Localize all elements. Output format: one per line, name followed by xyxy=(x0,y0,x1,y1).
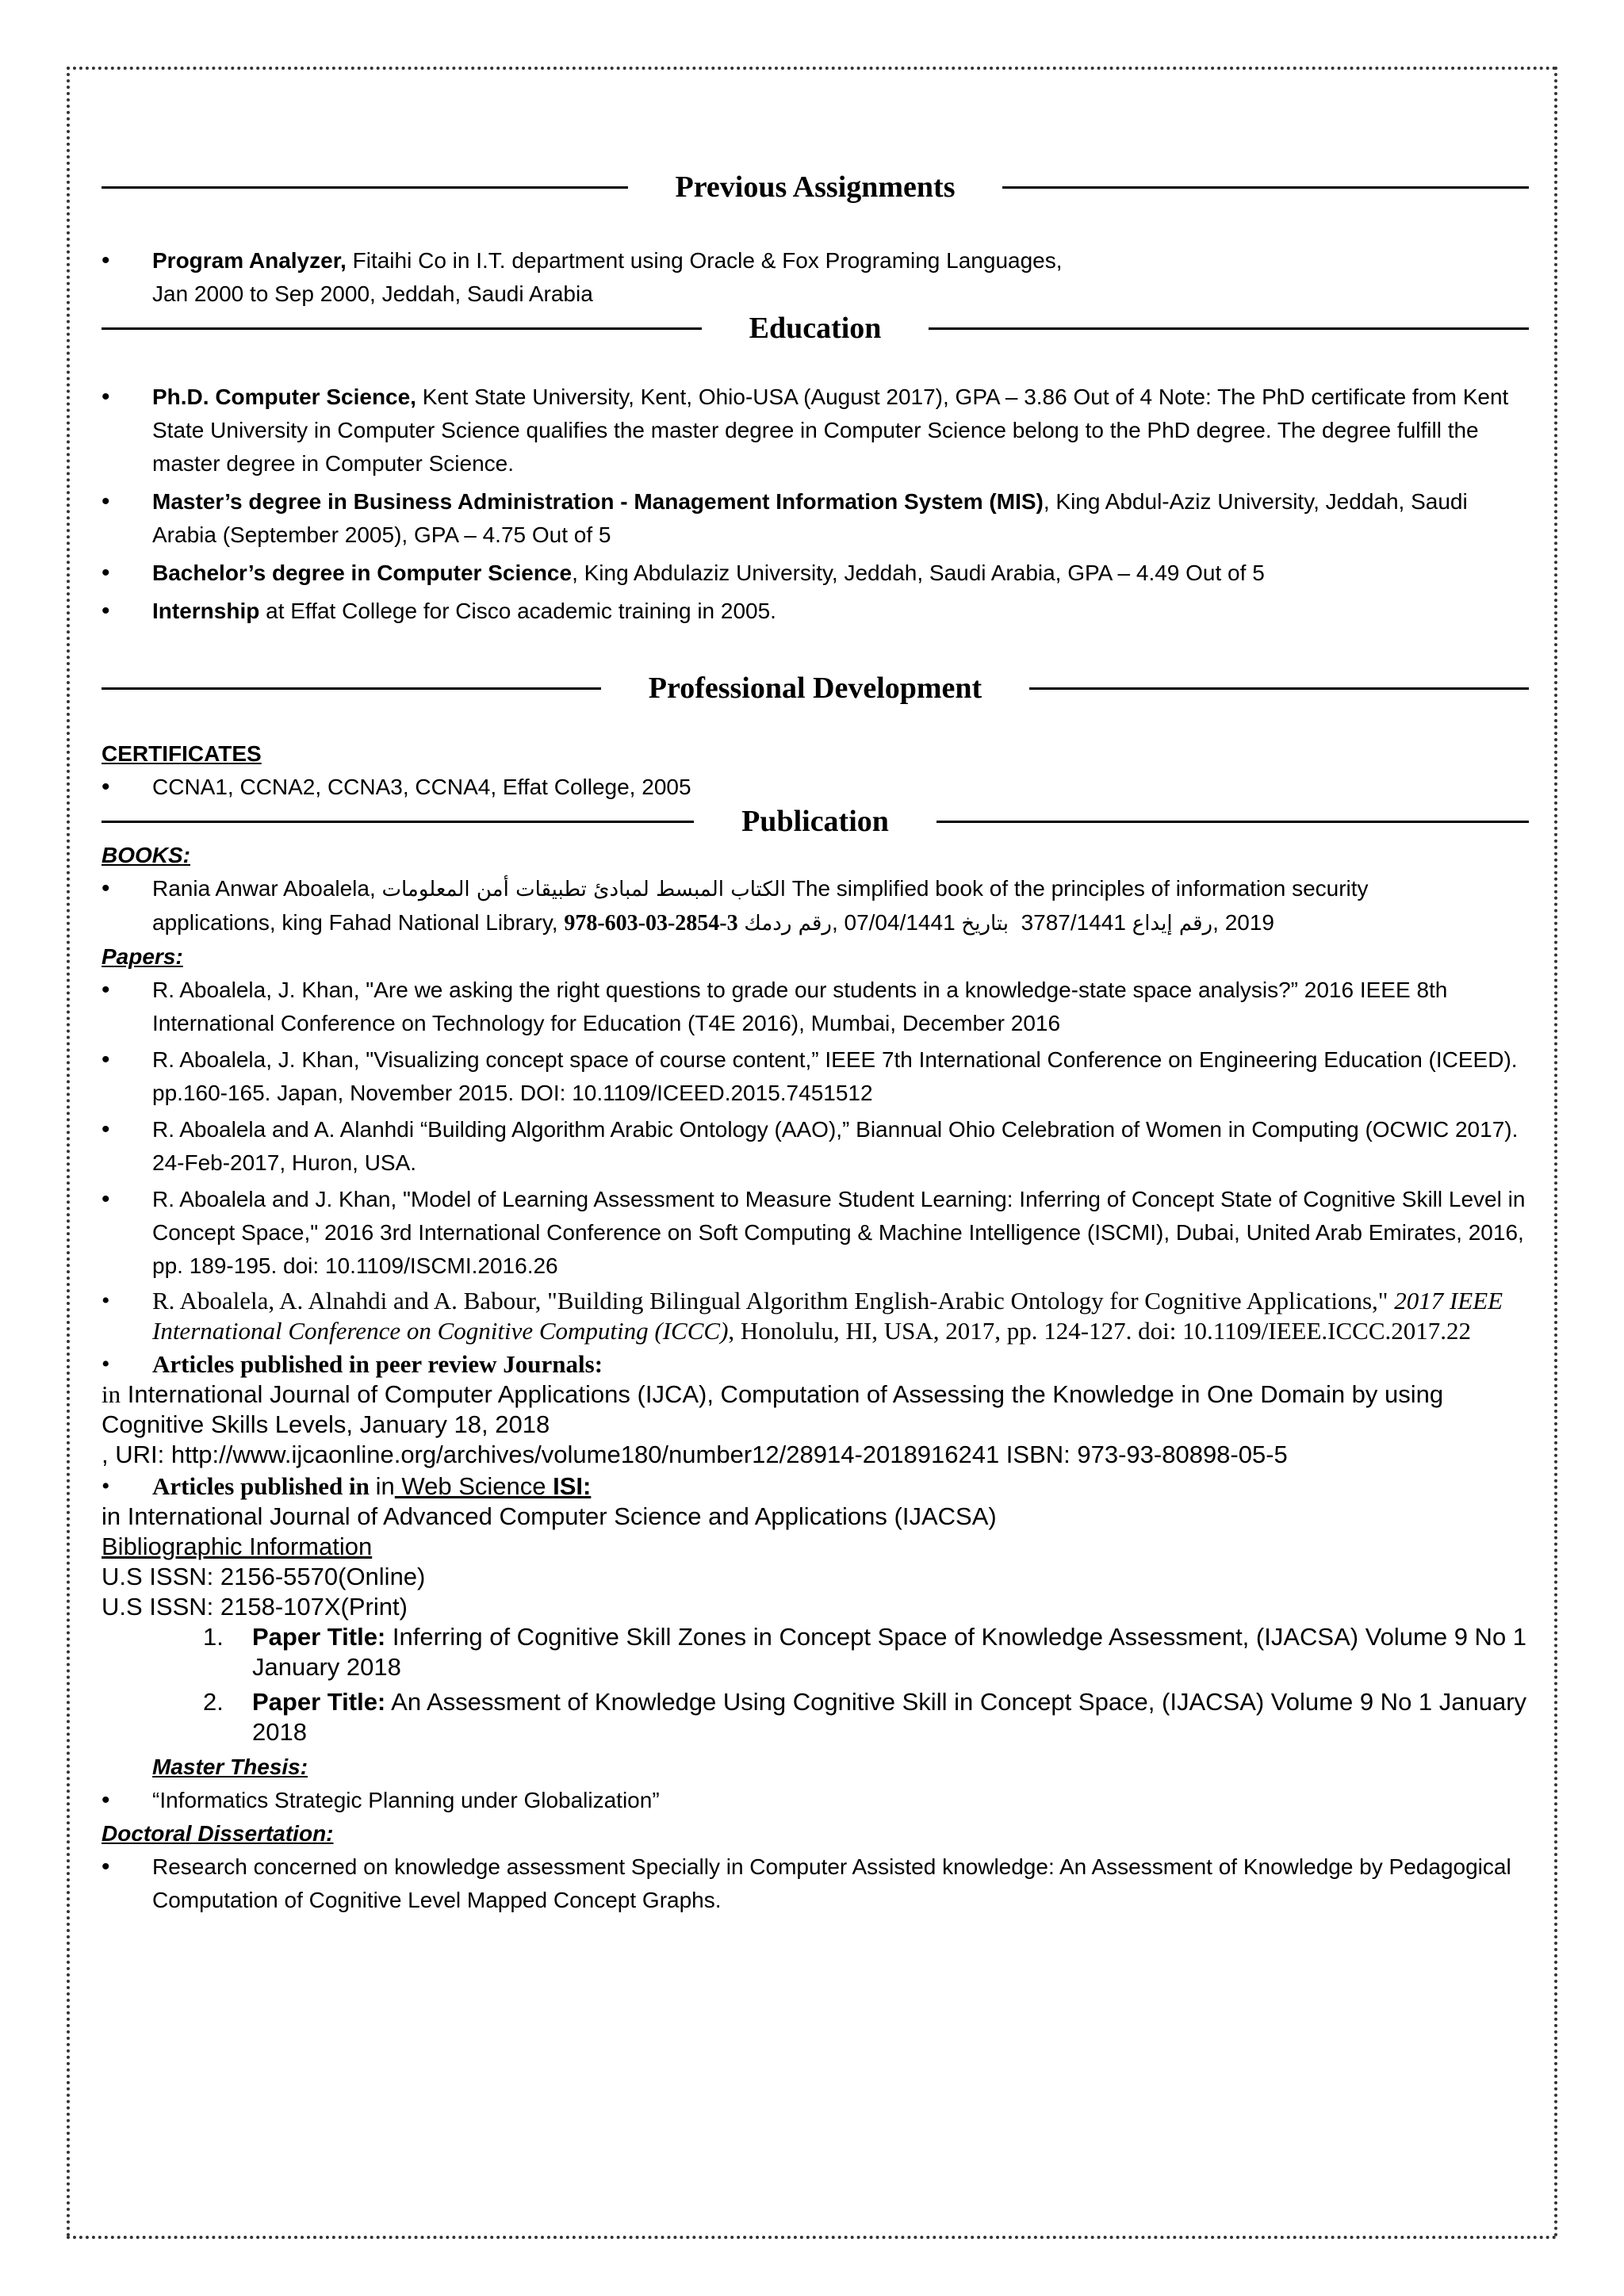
certificates-label: CERTIFICATES xyxy=(102,741,262,766)
web-science-link[interactable]: Web Science xyxy=(394,1472,553,1500)
books-label: BOOKS: xyxy=(102,843,190,867)
certificate-item: • CCNA1, CCNA2, CCNA3, CCNA4, Effat College, 2005 xyxy=(102,771,1529,804)
heading-rule xyxy=(1029,687,1529,690)
issn-online: U.S ISSN: 2156-5570(Online) xyxy=(102,1563,426,1590)
heading-rule xyxy=(936,821,1529,823)
paper-authors-title: R. Aboalela, A. Alnahdi and A. Babour, "Building Bilingual Algorithm English-Arabic Ontology for Cognitive Applications," xyxy=(152,1287,1395,1314)
paper-title-label: Paper Title: xyxy=(252,1688,386,1716)
journals-bullet xyxy=(102,1349,1529,1380)
journals-label: Articles published in peer review Journals: xyxy=(152,1350,603,1378)
issn-print: U.S ISSN: 2158-107X(Print) xyxy=(102,1593,408,1621)
paper-item: • R. Aboalela and A. Alanhdi “Building Algorithm Arabic Ontology (AAO),” Biannual Ohio Celebration of Women in Computing (OCWIC 2017). 24-Feb-2017, Huron, USA. xyxy=(102,1113,1529,1180)
journal-uri: , URI: http://www.ijcaonline.org/archives/volume180/number12/28914-2018916241 ISBN: 973-93-80898-05-5 xyxy=(102,1441,1288,1468)
item-number: 1. xyxy=(203,1623,224,1651)
heading-rule xyxy=(102,687,601,690)
heading-rule xyxy=(929,327,1529,330)
paper-item: • R. Aboalela, J. Khan, "Visualizing concept space of course content,” IEEE 7th International Conference on Engineering Education (ICEED). pp.160-165. Japan, November 2015. DOI: 10.1109/ICEED.2015.7451512 xyxy=(102,1043,1529,1110)
paper-title-label: Paper Title: xyxy=(252,1623,386,1651)
degree-title: Bachelor’s degree in Computer Science xyxy=(152,561,573,585)
degree-title: Ph.D. Computer Science, xyxy=(152,385,416,409)
paper-details: , Honolulu, HI, USA, 2017, pp. 124-127. doi: 10.1109/IEEE.ICCC.2017.22 xyxy=(728,1317,1472,1345)
assignment-item xyxy=(102,244,1529,311)
journal-entry xyxy=(102,1380,1529,1440)
date-label-ar: بتاريخ xyxy=(961,912,1009,936)
section-title: Previous Assignments xyxy=(675,170,956,204)
paper-title-text: Inferring of Cognitive Skill Zones in Concept Space of Knowledge Assessment, (IJACSA) Volume 9 No 1 January 2018 xyxy=(252,1623,1527,1681)
education-heading xyxy=(102,311,1529,346)
numbered-paper xyxy=(102,1622,1529,1682)
assignment-role: Program Analyzer, xyxy=(152,248,347,273)
paper-item xyxy=(102,1286,1529,1346)
section-title: Publication xyxy=(741,805,889,838)
deposit-label-ar: رقم إيداع xyxy=(1132,912,1213,936)
journal-text: International Journal of Computer Applications (IJCA), Computation of Assessing the Knowledge in One Domain by using Cognitive Skills Levels, January 18, 2018 xyxy=(102,1380,1444,1438)
assignment-text: Fitaihi Co in I.T. department using Oracle & Fox Programing Languages, xyxy=(346,248,1063,273)
paper-item: • R. Aboalela, J. Khan, "Are we asking the right questions to grade our students in a knowledge-state space analysis?” 2016 IEEE 8th International Conference on Technology for Education (T4E 2016), Mumbai, December 2016 xyxy=(102,974,1529,1040)
numbered-paper xyxy=(102,1687,1529,1747)
professional-development-heading xyxy=(102,671,1529,706)
assignment-dates: Jan 2000 to Sep 2000, Jeddah, Saudi Arabia xyxy=(152,281,593,306)
book-date: 07/04/1441 xyxy=(844,910,956,935)
heading-rule xyxy=(102,186,628,189)
education-item xyxy=(102,381,1529,480)
heading-rule xyxy=(102,327,702,330)
ws-in: in xyxy=(375,1472,395,1500)
item-number: 2. xyxy=(203,1688,224,1716)
master-thesis-label: Master Thesis: xyxy=(152,1755,308,1779)
previous-assignments-heading xyxy=(102,170,1529,205)
isi-label: ISI: xyxy=(553,1472,592,1500)
section-title: Professional Development xyxy=(648,672,982,705)
web-science-bullet xyxy=(102,1471,1529,1502)
doctoral-item: • Research concerned on knowledge assessment Specially in Computer Assisted knowledge: An Assessment of Knowledge by Pedagogical Computation of Cognitive Level Mapped Concept Graphs. xyxy=(102,1850,1529,1917)
bibliographic-info-label: Bibliographic Information xyxy=(102,1533,373,1560)
education-item xyxy=(102,557,1529,590)
book-author: Rania Anwar Aboalela, xyxy=(152,876,376,901)
book-english-title: The simplified book of the principles of information security xyxy=(791,876,1369,901)
master-thesis-item xyxy=(102,1784,1529,1817)
ws-label: Articles published in xyxy=(152,1472,370,1500)
degree-details: at Effat College for Cisco academic training in 2005. xyxy=(259,599,776,623)
book-year: 2019 xyxy=(1224,910,1274,935)
papers-label: Papers: xyxy=(102,944,183,969)
publication-heading xyxy=(102,804,1529,839)
isbn-label-ar: رقم ردمك xyxy=(744,912,832,936)
degree-title: Master’s degree in Business Administration - Management Information System (MIS) xyxy=(152,489,1044,514)
book-isbn: 978-603-03-2854-3 xyxy=(564,911,738,936)
degree-title: Internship xyxy=(152,599,260,623)
book-publisher: applications, king Fahad National Library, xyxy=(152,910,558,935)
book-item: • Rania Anwar Aboalela, الكتاب المبسط لمبادئ تطبيقات أمن المعلومات The simplified book of the principles of information security applications, king Fahad National Library, 978-603-03-2854-3 رقم ردمك, 07/04/1441 بتاريخ 3787/1441 رقم إيداع, 2019 xyxy=(102,872,1529,940)
heading-rule xyxy=(1002,186,1529,189)
degree-details: , King Abdul-Aziz University, Jeddah, Saudi Arabia (September 2005), GPA – 4.75 Out of 5 xyxy=(152,489,1468,547)
ijacsa-line: in International Journal of Advanced Computer Science and Applications (IJACSA) xyxy=(102,1502,997,1530)
resume-content xyxy=(102,159,1529,1917)
journal-in: in xyxy=(102,1380,121,1408)
education-item xyxy=(102,485,1529,552)
education-item xyxy=(102,595,1529,628)
paper-item: • R. Aboalela and J. Khan, "Model of Learning Assessment to Measure Student Learning: Inferring of Concept State of Cognitive Skill Level in Concept Space," 2016 3rd International Conference on Soft Computing & Machine Intelligence (ISCMI), Dubai, United Arab Emirates, 2016, pp. 189-195. doi: 10.1109/ISCMI.2016.26 xyxy=(102,1183,1529,1283)
section-title: Education xyxy=(749,312,882,345)
degree-details: Kent State University, Kent, Ohio-USA (August 2017), GPA – 3.86 Out of 4 Note: The PhD certificate from Kent State University in Computer Science qualifies the master degree in Computer Science belong to the PhD degree. The degree fulfill the master degree in Computer Science. xyxy=(152,385,1509,476)
paper-venue: 2017 IEEE International Conference on Cognitive Computing (ICCC) xyxy=(152,1287,1503,1345)
master-thesis-title: “Informatics Strategic Planning under Globalization” xyxy=(152,1788,660,1812)
book-arabic-title: الكتاب المبسط لمبادئ تطبيقات أمن المعلومات xyxy=(381,878,786,901)
doctoral-label: Doctoral Dissertation: xyxy=(102,1821,334,1846)
degree-details: , King Abdulaziz University, Jeddah, Saudi Arabia, GPA – 4.49 Out of 5 xyxy=(572,561,1265,585)
heading-rule xyxy=(102,821,694,823)
paper-title-text: An Assessment of Knowledge Using Cognitive Skill in Concept Space, (IJACSA) Volume 9 No 1 January 2018 xyxy=(252,1688,1527,1746)
book-deposit: 3787/1441 xyxy=(1021,910,1126,935)
